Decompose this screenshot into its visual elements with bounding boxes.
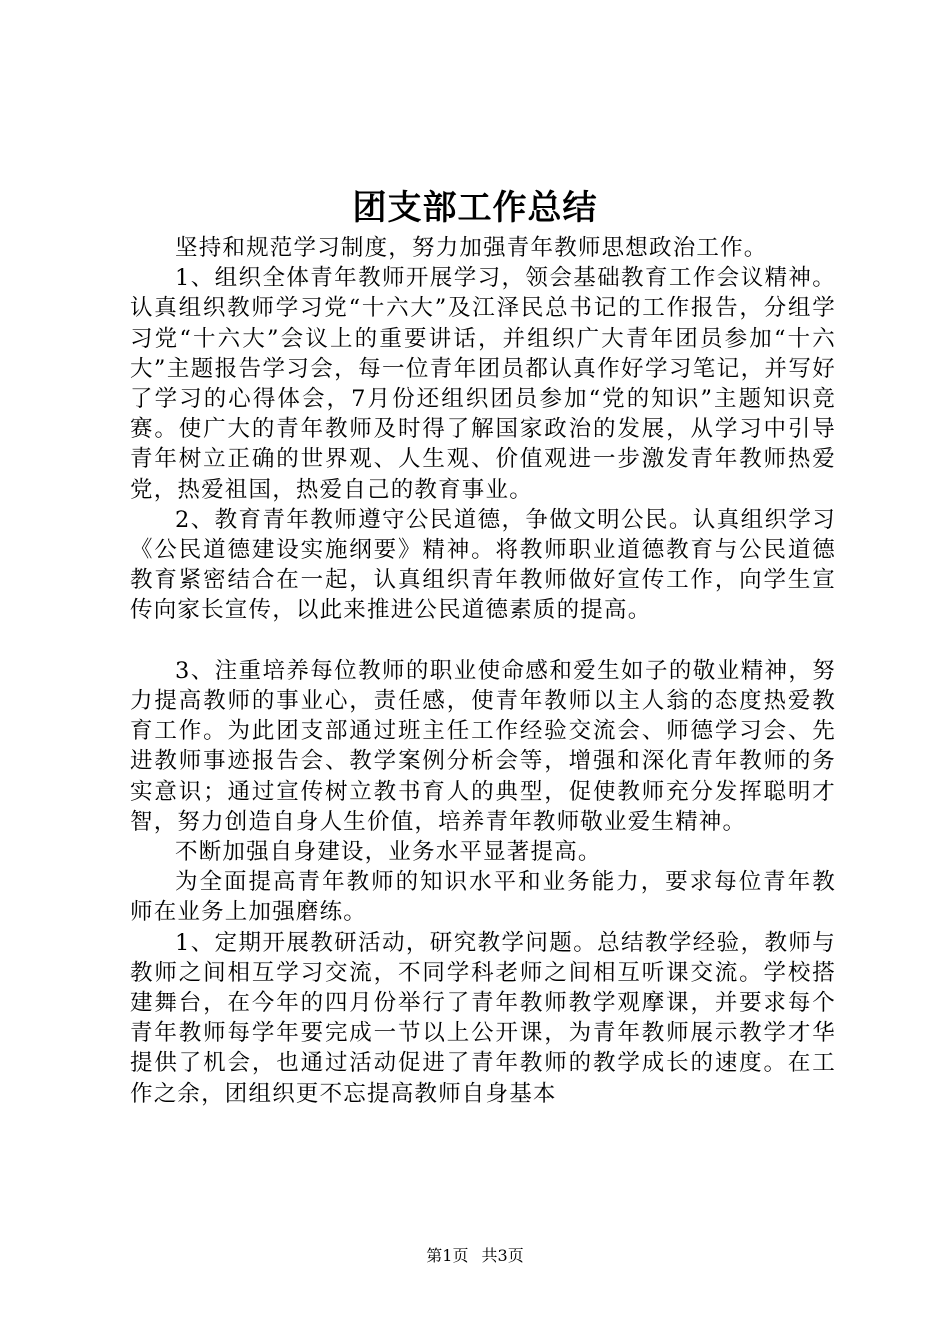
page-footer <box>0 1244 950 1268</box>
paragraph-research: 1、定期开展教研活动，研究教学问题。总结教学经验，教师与教师之间相互学习交流，不同学科老师之间相互听课交流。学校搭建舞台，在今年的四月份举行了青年教师教学观摩课，并要求每个青年教师每学年要完成一节以上公开课，为青年教师展示教学才华提供了机会，也通过活动促进了青年教师的教学成长的速度。在工作之余，团组织更不忘提高教师自身基本 <box>130 929 836 1107</box>
paragraph-study: 1、组织全体青年教师开展学习，领会基础教育工作会议精神。认真组织教师学习党“十六大”及江泽民总书记的工作报告，分组学习党“十六大”会议上的重要讲话，并组织广大青年团员参加“十六大”主题报告学习会，每一位青年团员都认真作好学习笔记，并写好了学习的心得体会，7月份还组织团员参加“党的知识”主题知识竞赛。使广大的青年教师及时得了解国家政治的发展，从学习中引导青年树立正确的世界观、人生观、价值观进一步激发青年教师热爱党，热爱祖国，热爱自己的教育事业。 <box>130 265 836 503</box>
document-title: 团支部工作总结 <box>352 188 598 228</box>
paragraph-self-building: 不断加强自身建设，业务水平显著提高。 <box>175 839 602 866</box>
paragraph-skill: 为全面提高青年教师的知识水平和业务能力，要求每位青年教师在业务上加强磨练。 <box>130 869 836 926</box>
blank-line <box>130 626 836 656</box>
paragraph-ethics: 2、教育青年教师遵守公民道德，争做文明公民。认真组织学习《公民道德建设实施纲要》精神。将教师职业道德教育与公民道德教育紧密结合在一起，认真组织青年教师做好宣传工作，向学生宣传向家长宣传，以此来推进公民道德素质的提高。 <box>130 506 836 624</box>
page-number: 第1页 <box>426 1246 469 1265</box>
paragraph-intro: 坚持和规范学习制度，努力加强青年教师思想政治工作。 <box>175 235 768 261</box>
document-body <box>130 233 836 1109</box>
paragraph-dedication: 3、注重培养每位教师的职业使命感和爱生如子的敬业精神，努力提高教师的事业心，责任感，使青年教师以主人翁的态度热爱教育工作。为此团支部通过班主任工作经验交流会、师德学习会、先进教师事迹报告会、教学案例分析会等，增强和深化青年教师的务实意识；通过宣传树立教书育人的典型，促使教师充分发挥聪明才智，努力创造自身人生价值，培养青年教师敬业爱生精神。 <box>130 657 836 835</box>
page-total: 共3页 <box>481 1246 524 1265</box>
